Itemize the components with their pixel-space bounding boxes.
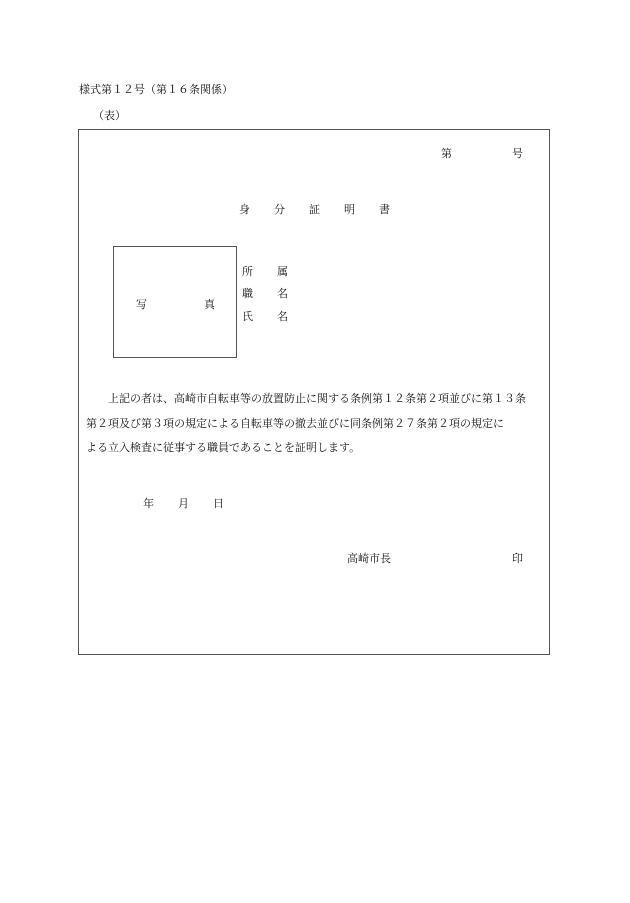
body-line: 上記の者は、高崎市自転車等の放置防止に関する条例第１２条第２項並びに第１３条 — [108, 392, 526, 405]
title-char: 証 — [309, 203, 320, 216]
title-char: 書 — [379, 203, 390, 216]
seal-label: 印 — [512, 552, 523, 565]
issuer-label: 高崎市長 — [347, 552, 391, 565]
form-number-label: 様式第１２号（第１６条関係） — [79, 83, 233, 96]
field-label-affiliation: 所 — [242, 265, 253, 278]
title-char: 身 — [239, 203, 250, 216]
title-char: 明 — [344, 203, 355, 216]
title-char: 分 — [274, 203, 285, 216]
date-year-label: 年 — [143, 497, 154, 510]
body-line: よる立入検査に従事する職員であることを証明します。 — [86, 441, 361, 454]
date-day-label: 日 — [213, 497, 224, 510]
certificate-number-suffix: 号 — [512, 147, 523, 160]
photo-label: 写 — [136, 298, 147, 311]
date-month-label: 月 — [178, 497, 189, 510]
field-label-name: 名 — [277, 310, 288, 323]
field-label-position: 名 — [277, 287, 288, 300]
photo-label: 真 — [204, 298, 215, 311]
certificate-number-prefix: 第 — [441, 147, 452, 160]
photo-area — [113, 246, 237, 358]
body-line: 第２項及び第３項の規定による自転車等の撤去並びに同条例第２７条第２項の規定に — [86, 417, 504, 430]
front-side-label: （表） — [93, 109, 126, 122]
field-label-affiliation: 属 — [277, 265, 288, 278]
field-label-position: 職 — [242, 287, 253, 300]
field-label-name: 氏 — [242, 310, 253, 323]
